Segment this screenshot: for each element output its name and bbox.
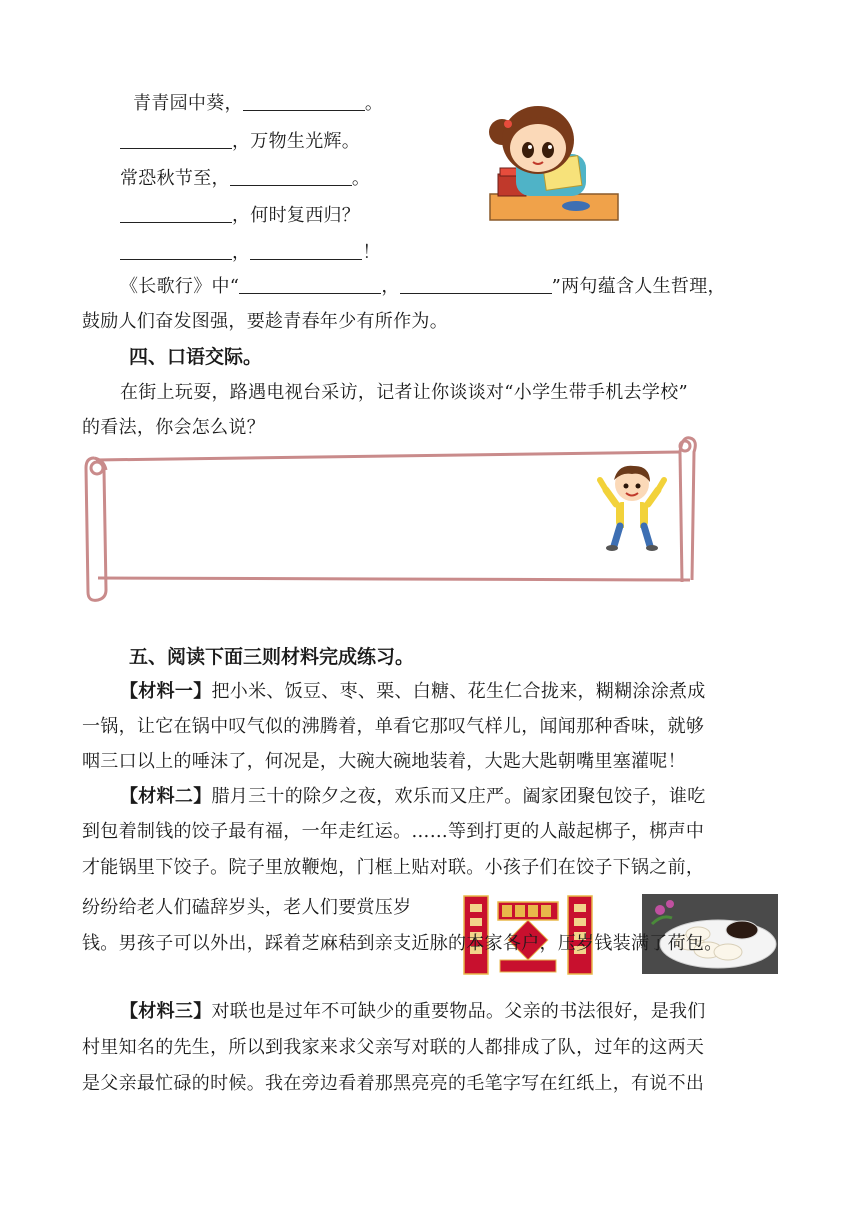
material-3-label: 【材料三】: [120, 1001, 212, 1022]
answer-blank[interactable]: [120, 241, 232, 260]
material-2-label: 【材料二】: [120, 786, 212, 807]
poem-line-1: 青青园中葵， 。: [133, 93, 384, 114]
material-1-line-1: 【材料一】把小米、饭豆、枣、栗、白糖、花生仁合拢来，糊糊涂涂煮成: [120, 681, 706, 702]
poem-line-7: 鼓励人们奋发图强，要趁青春年少有所作为。: [82, 311, 448, 332]
poem-line-6: 《长歌行》中“ ， ”两句蕴含人生哲理，: [120, 276, 726, 297]
material-2-line-1: 【材料二】腊月三十的除夕之夜，欢乐而又庄严。阖家团聚包饺子，谁吃: [120, 786, 706, 807]
answer-blank[interactable]: [120, 130, 232, 149]
answer-blank[interactable]: [120, 204, 232, 223]
material-1-line-2: 一锅，让它在锅中叹气似的沸腾着，单看它那叹气样儿，闻闻那种香味，就够: [82, 716, 705, 737]
section-5-heading: 五、阅读下面三则材料完成练习。: [129, 646, 415, 668]
material-2-line-5: 钱。男孩子可以外出，踩着芝麻秸到亲支近脉的本家各户，压岁钱装满了荷包。: [82, 933, 723, 954]
poem-line-3: 常恐秋节至， 。: [120, 168, 371, 189]
material-2-line-3: 才能锅里下饺子。院子里放鞭炮，门框上贴对联。小孩子们在饺子下锅之前，: [82, 857, 705, 878]
material-3-line-2: 村里知名的先生，所以到我家来求父亲写对联的人都排成了队，过年的这两天: [82, 1037, 705, 1058]
answer-blank[interactable]: [243, 92, 365, 111]
answer-blank[interactable]: [230, 167, 352, 186]
material-1-label: 【材料一】: [120, 681, 212, 702]
material-2-line-2: 到包着制钱的饺子最有福，一年走红运。……等到打更的人敲起梆子，梆声中: [82, 821, 705, 842]
material-3-line-3: 是父亲最忙碌的时候。我在旁边看着那黑亮亮的毛笔字写在红纸上，有说不出: [82, 1073, 705, 1094]
material-2-line-4: 纷纷给老人们磕辞岁头，老人们要赏压岁: [82, 897, 412, 918]
answer-blank[interactable]: [239, 275, 381, 294]
section-4-text: 的看法，你会怎么说？: [82, 417, 265, 438]
section-4-text: 在街上玩耍，路遇电视台采访，记者让你谈谈对“小学生带手机去学校”: [120, 382, 689, 403]
answer-blank[interactable]: [400, 275, 552, 294]
poem-line-4: ，何时复西归？: [120, 204, 360, 228]
section-4-heading: 四、口语交际。: [129, 346, 263, 368]
poem-line-5: ， ！: [120, 241, 381, 265]
girl-reading-icon: [486, 98, 622, 226]
poem-line-2: ，万物生光辉。: [120, 130, 360, 154]
answer-blank[interactable]: [250, 241, 362, 260]
material-1-line-3: 咽三口以上的唾沫了，何况是，大碗大碗地装着，大匙大匙朝嘴里塞灌呢！: [82, 751, 686, 772]
material-3-line-1: 【材料三】对联也是过年不可缺少的重要物品。父亲的书法很好，是我们: [120, 1001, 706, 1022]
answer-area[interactable]: [110, 462, 580, 572]
boy-waving-icon: [596, 460, 668, 552]
